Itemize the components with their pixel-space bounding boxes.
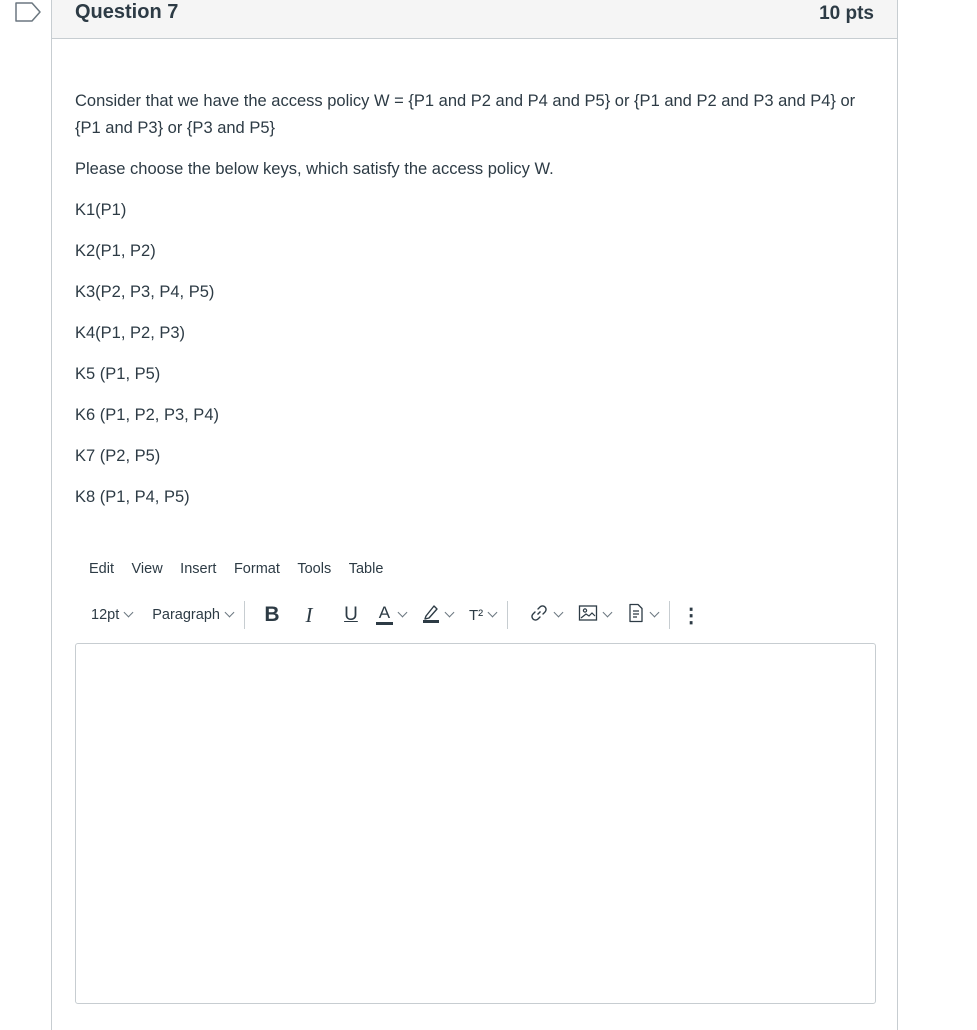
key-option: K5 (P1, P5): [75, 365, 161, 383]
chevron-down-icon: [488, 608, 498, 618]
image-button[interactable]: [578, 600, 611, 630]
editor-toolbar: [91, 600, 851, 630]
key-option: K7 (P2, P5): [75, 447, 161, 465]
more-options-button[interactable]: [681, 600, 701, 630]
font-size-value: 12pt: [91, 607, 120, 623]
key-option: K1(P1): [75, 201, 127, 219]
key-option: K6 (P1, P2, P3, P4): [75, 406, 219, 424]
question-title: Question 7: [75, 1, 179, 23]
italic-button[interactable]: [288, 600, 330, 630]
more-vertical-icon: ⋮: [681, 604, 702, 627]
toolbar-divider: [669, 601, 670, 629]
chevron-down-icon: [398, 608, 408, 618]
menu-tools[interactable]: Tools: [297, 561, 332, 577]
rich-text-editor-area[interactable]: [75, 643, 876, 1004]
bold-icon: B: [264, 603, 280, 626]
key-option: K3(P2, P3, P4, P5): [75, 283, 215, 301]
menu-edit[interactable]: Edit: [89, 561, 114, 577]
font-size-select[interactable]: [91, 600, 132, 630]
text-color-icon: A: [376, 605, 393, 625]
superscript-button[interactable]: [469, 600, 496, 630]
key-option: K8 (P1, P4, P5): [75, 488, 190, 506]
question-text: [75, 88, 865, 525]
link-icon: [529, 603, 549, 627]
instruction-text: Please choose the below keys, which satisfy the access policy W.: [75, 160, 554, 178]
key-option: K2(P1, P2): [75, 242, 156, 260]
bold-button[interactable]: [256, 600, 288, 630]
chevron-down-icon: [650, 608, 660, 618]
document-icon: [627, 603, 645, 627]
toolbar-divider: [507, 601, 508, 629]
menu-view[interactable]: View: [131, 561, 163, 577]
underline-icon: U: [344, 604, 358, 625]
image-icon: [578, 604, 598, 626]
question-card: [51, 0, 898, 1030]
menu-insert[interactable]: Insert: [180, 561, 217, 577]
highlight-pen-icon: [422, 603, 440, 627]
italic-icon: I: [305, 602, 313, 627]
chevron-down-icon: [124, 608, 134, 618]
block-format-select[interactable]: [152, 600, 233, 630]
document-button[interactable]: [627, 600, 658, 630]
policy-text: Consider that we have the access policy W = {P1 and P2 and P4 and P5} or {P1 and P2 and P3 and P4} or {P1 and P3} or {P3 and P5}: [75, 92, 856, 137]
block-format-value: Paragraph: [152, 607, 220, 623]
link-button[interactable]: [529, 600, 562, 630]
chevron-down-icon: [603, 608, 613, 618]
text-color-button[interactable]: [376, 600, 406, 630]
chevron-down-icon: [225, 608, 235, 618]
chevron-down-icon: [554, 608, 564, 618]
underline-button[interactable]: [330, 600, 372, 630]
editor-menubar: [89, 561, 401, 577]
chevron-down-icon: [445, 608, 455, 618]
highlight-color-button[interactable]: [422, 600, 453, 630]
superscript-icon: T²: [468, 606, 484, 624]
menu-format[interactable]: Format: [233, 561, 280, 577]
question-points: 10 pts: [819, 3, 874, 24]
menu-table[interactable]: Table: [348, 561, 384, 577]
key-option: K4(P1, P2, P3): [75, 324, 186, 342]
question-header: [52, 0, 897, 39]
toolbar-divider: [244, 601, 245, 629]
flag-question-icon[interactable]: [13, 0, 43, 24]
